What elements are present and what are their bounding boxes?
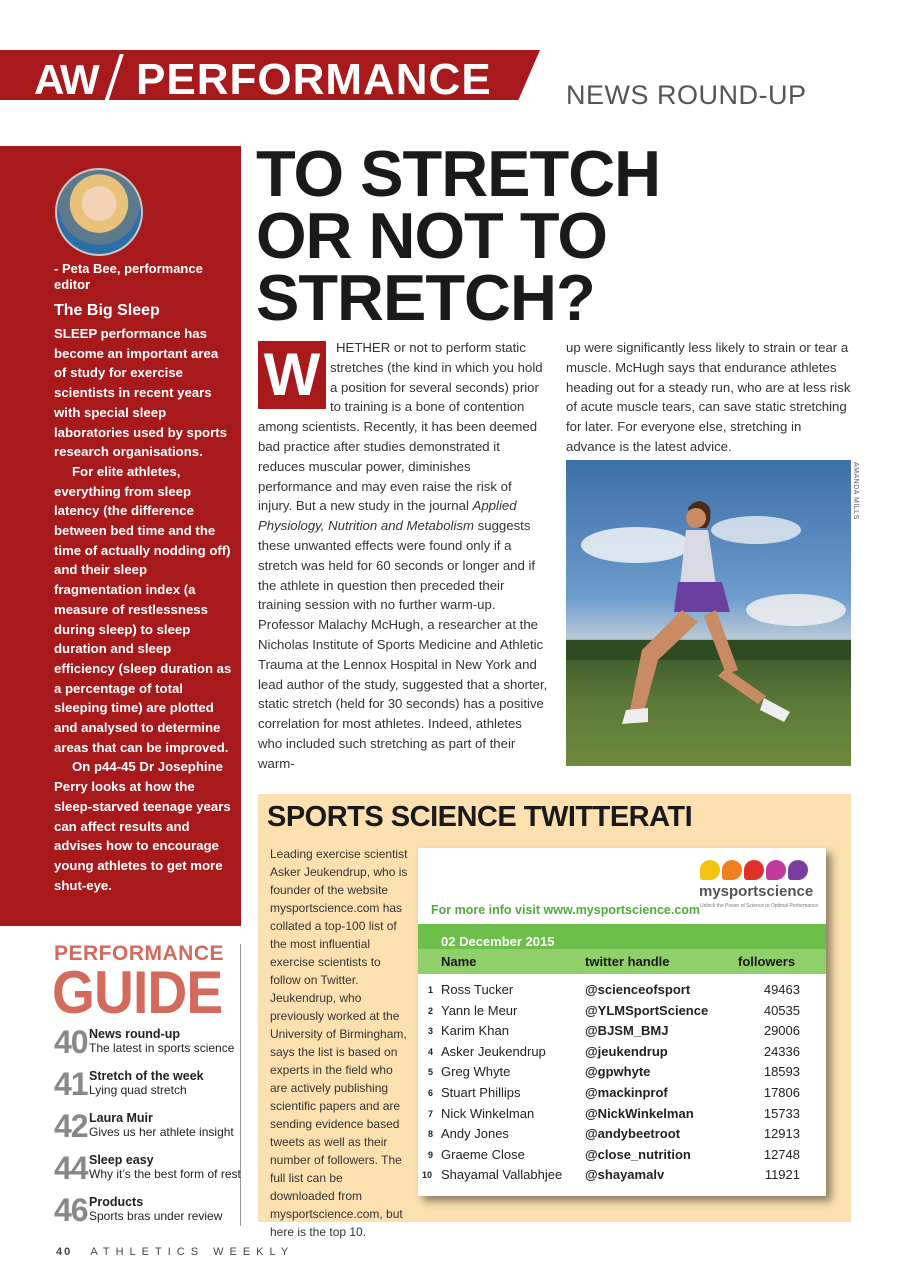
follower-count: 12913 [763, 1126, 800, 1142]
guide-heading: GUIDE [52, 959, 223, 1026]
twitter-handle: @close_nutrition [585, 1146, 691, 1162]
twitter-handle: @YLMSportScience [585, 1002, 709, 1018]
mysportscience-brand: mysportscience [699, 883, 814, 900]
sidebar-title: The Big Sleep [54, 302, 160, 319]
sidebar-paragraph: SLEEP performance has become an important area of study for exercise scientists in recent years with special sleep laboratories used by sports research organisations. [54, 326, 227, 460]
sidebar-body [54, 324, 234, 895]
guide-page-number: 42 [54, 1108, 88, 1144]
table-row [0, 1023, 905, 1043]
follower-count: 18593 [763, 1064, 800, 1080]
column-header-handle: twitter handle [585, 954, 670, 969]
follower-count: 49463 [763, 982, 800, 997]
twitterati-text: Leading exercise scientist Asker Jeukendrup, who is founder of the website mysportscience.com has collated a top-100 list of the most influential exercise scientists to follow on Twitter. Jeukendrup, who previously worked at the University of Birmingham, says the list is based on experts in the field who are actively publishing scientific papers and are sending evidence based tweets as well as their number of followers. The full list can be downloaded from mysportscience.com, but here is the top 10. [270, 847, 408, 1239]
guide-title: PERFORMANCE [54, 942, 225, 965]
twitter-handle: @shayamalv [585, 1167, 665, 1183]
rank-number: 2 [428, 1005, 434, 1016]
journal-name: Applied Physiology, Nutrition and Metabolism [258, 498, 517, 534]
scientist-name: Nick Winkelman [441, 1105, 535, 1121]
scientist-name: Stuart Phillips [441, 1085, 521, 1100]
article-photo [566, 460, 851, 766]
guide-page-number: 40 [54, 1024, 88, 1060]
guide-item-title: News round-up [89, 1027, 180, 1041]
guide-page-number: 46 [54, 1192, 88, 1228]
rank-number: 4 [428, 1046, 434, 1057]
headline-line: TO STRETCH [256, 137, 661, 210]
table-row [0, 982, 905, 1002]
logo-dot [744, 860, 764, 880]
headline-line: STRETCH? [256, 261, 595, 334]
twitter-handle: @andybeetroot [585, 1126, 681, 1142]
column-header-followers: followers [738, 954, 796, 969]
guide-item[interactable] [54, 1192, 88, 1229]
table-date: 02 December 2015 [441, 934, 555, 949]
twitter-handle: @gpwhyte [585, 1064, 651, 1080]
guide-item-title: Products [89, 1195, 144, 1209]
rank-number: 3 [428, 1026, 434, 1037]
rank-number: 5 [428, 1067, 434, 1078]
table-row [0, 1003, 905, 1023]
rank-number: 6 [428, 1088, 434, 1098]
rank-number: 9 [428, 1149, 434, 1160]
table-row [0, 1044, 905, 1064]
logo-dot [766, 860, 786, 880]
publication-name: ATHLETICS WEEKLY [90, 1246, 295, 1258]
athlete-photo-illustration [566, 460, 851, 766]
rank-number: 7 [428, 1108, 434, 1119]
guide-item-title: Laura Muir [89, 1111, 153, 1125]
table-row [0, 1126, 905, 1146]
editor-credit: - Peta Bee, performance editor [54, 261, 203, 292]
rank-number: 8 [428, 1129, 434, 1140]
scientist-name: Karim Khan [441, 1023, 509, 1039]
section-title: PERFORMANCE [136, 55, 492, 104]
table-row [0, 1106, 905, 1126]
brand-tagline: Unlock the Power of Science to Optimal Performance [700, 903, 819, 909]
article-text-part: HETHER or not to perform static stretches (the kind in which you hold a position for several seconds) prior to training is a bone of contention among scientists. Recently, it has been deemed bad practice after studies demonstrated it reduces muscular power, diminishes performance and may even raise the risk of injury. But a new study in the journal [258, 340, 543, 514]
scientist-name: Ross Tucker [441, 982, 514, 997]
table-row [0, 1147, 905, 1167]
guide-item-subtitle: The latest in sports science [89, 1041, 235, 1055]
photo-credit: AMANDA MILLS [852, 462, 859, 520]
scientist-name: Asker Jeukendrup [441, 1043, 546, 1059]
follower-count: 17806 [763, 1085, 800, 1100]
scientist-name: Yann le Meur [441, 1002, 518, 1018]
twitter-handle: @scienceofsport [585, 982, 691, 997]
sidebar-paragraph: On p44-45 Dr Josephine Perry looks at how the sleep-starved teenage years can affect results and advises how to encourage young athletes to get more shut-eye. [54, 759, 231, 893]
guide-item-subtitle: Why it’s the best form of rest [89, 1167, 241, 1181]
twitter-handle: @jeukendrup [585, 1043, 668, 1059]
follower-count: 12748 [763, 1146, 800, 1162]
guide-item-text [89, 1195, 222, 1223]
headline-line: OR NOT TO [256, 199, 607, 272]
guide-page-number: 41 [54, 1066, 88, 1102]
article-text-part: suggests these unwanted effects were found only if a stretch was held for 60 seconds or longer and if the athlete in question then preceded their training session with no further warm-up. Professor Malachy McHugh, a researcher at the Nicholas Institute of Sports Medicine and Athletic Trauma at the Lennox Hospital in New York and lead author of the study, suggested that a shorter, static stretch (held for 30 seconds) has a positive correlation for most athletes. Indeed, athletes who included such stretching as part of their warm- [258, 518, 548, 771]
twitter-handle: @NickWinkelman [585, 1105, 694, 1121]
follower-count: 15733 [763, 1105, 800, 1121]
guide-item-title: Stretch of the week [89, 1069, 204, 1083]
table-row [0, 1064, 905, 1084]
follower-count: 11921 [764, 1167, 800, 1183]
scientist-name: Greg Whyte [441, 1064, 511, 1080]
scientist-name: Shayamal Vallabhjee [441, 1167, 563, 1183]
article-headline [256, 137, 661, 334]
rank-number: 10 [422, 1170, 433, 1181]
section-label: NEWS ROUND-UP [566, 80, 807, 110]
scientist-name: Andy Jones [441, 1126, 509, 1142]
follower-count: 29006 [763, 1023, 800, 1039]
twitter-handle: @BJSM_BMJ [585, 1023, 669, 1039]
rank-number: 1 [428, 985, 434, 995]
table-row [0, 1085, 905, 1105]
follower-count: 24336 [763, 1043, 800, 1059]
guide-item-subtitle: Sports bras under review [89, 1209, 223, 1223]
drop-cap: W [258, 341, 326, 409]
page-footer [56, 1246, 294, 1258]
column-header-name: Name [441, 954, 477, 969]
brand-logo-dots [700, 860, 810, 885]
more-info-link[interactable]: For more info visit www.mysportscience.com [431, 903, 701, 917]
twitter-handle: @mackinprof [585, 1085, 668, 1100]
logo-dot [722, 860, 742, 880]
guide-item-subtitle: Lying quad stretch [89, 1083, 187, 1097]
guide-item-subtitle: Gives us her athlete insight [89, 1125, 234, 1139]
article-column-2: up were significantly less likely to strain or tear a muscle. McHugh says that endurance athletes heading out for a steady run, who are at less risk of acute muscle tears, can save static stretching for later. For everyone else, stretching in advance is the latest advice. [566, 340, 851, 454]
table-row [0, 1167, 905, 1187]
scientist-name: Graeme Close [441, 1146, 525, 1162]
follower-count: 40535 [763, 1002, 800, 1018]
logo-dot [788, 860, 808, 880]
page-number: 40 [56, 1246, 73, 1258]
guide-item-title: Sleep easy [89, 1153, 154, 1167]
sidebar-paragraph: For elite athletes, everything from sleep latency (the difference between bed time and the time of actually nodding off) and their sleep fragmentation index (a measure of restlessness during sleep) to sleep duration and sleep efficiency (sleep duration as a percentage of total sleeping time) are plotted and analysed to determine areas that can be improved. [54, 463, 232, 755]
editor-avatar [55, 168, 143, 256]
twitterati-title: SPORTS SCIENCE TWITTERATI [267, 801, 693, 833]
brand-logo: AW [34, 56, 98, 103]
logo-dot [700, 860, 720, 880]
guide-page-number: 44 [54, 1150, 88, 1186]
